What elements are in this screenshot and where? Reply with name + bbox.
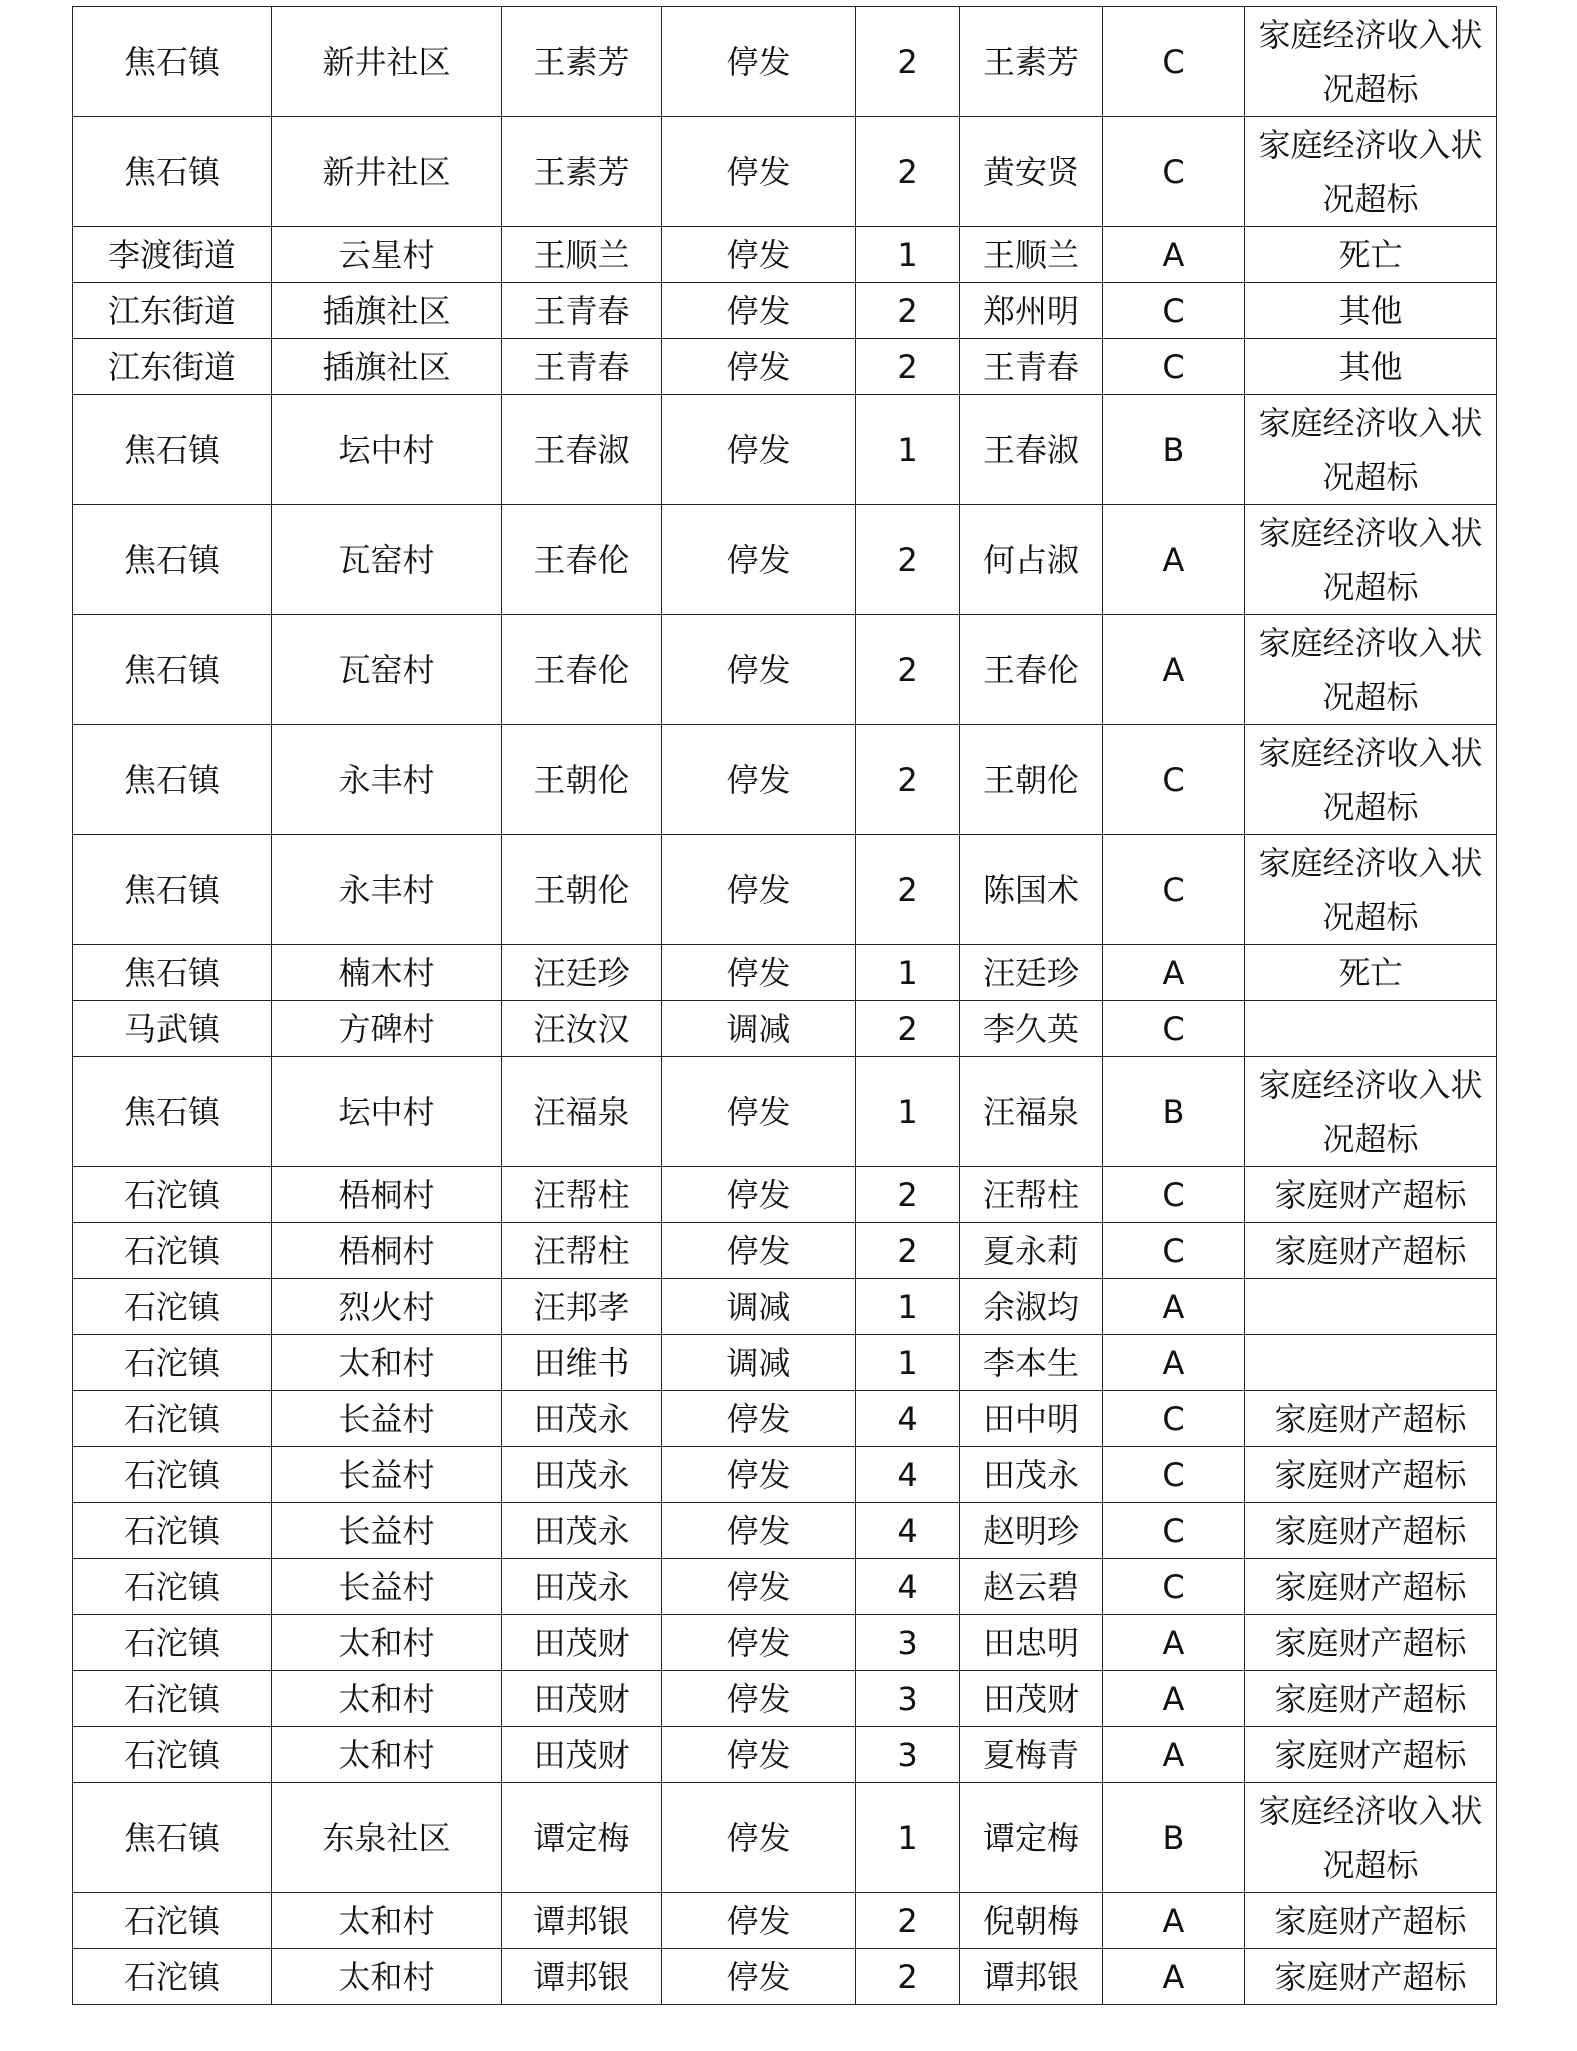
household-count-cell: 2 bbox=[856, 835, 960, 945]
table-row bbox=[73, 1893, 1497, 1949]
table-row bbox=[73, 505, 1497, 615]
action-cell: 停发 bbox=[662, 725, 856, 835]
table-row bbox=[73, 1057, 1497, 1167]
category-cell: A bbox=[1103, 1615, 1245, 1671]
member-cell: 田茂永 bbox=[960, 1447, 1103, 1503]
applicant-cell: 王朝伦 bbox=[502, 725, 662, 835]
household-count-cell: 2 bbox=[856, 1167, 960, 1223]
category-cell: A bbox=[1103, 227, 1245, 283]
category-cell: C bbox=[1103, 1503, 1245, 1559]
table-row bbox=[73, 1727, 1497, 1783]
household-count-cell: 2 bbox=[856, 339, 960, 395]
category-cell: A bbox=[1103, 1335, 1245, 1391]
applicant-cell: 田茂财 bbox=[502, 1671, 662, 1727]
member-cell: 王素芳 bbox=[960, 7, 1103, 117]
household-count-cell: 3 bbox=[856, 1727, 960, 1783]
community-cell: 长益村 bbox=[272, 1447, 502, 1503]
town-cell: 石沱镇 bbox=[73, 1615, 272, 1671]
category-cell: A bbox=[1103, 1949, 1245, 2005]
town-cell: 石沱镇 bbox=[73, 1279, 272, 1335]
action-cell: 停发 bbox=[662, 1447, 856, 1503]
action-cell: 停发 bbox=[662, 1615, 856, 1671]
member-cell: 王朝伦 bbox=[960, 725, 1103, 835]
category-cell: C bbox=[1103, 339, 1245, 395]
town-cell: 焦石镇 bbox=[73, 615, 272, 725]
household-count-cell: 2 bbox=[856, 1001, 960, 1057]
reason-cell bbox=[1245, 1335, 1497, 1391]
member-cell: 赵云碧 bbox=[960, 1559, 1103, 1615]
table-row bbox=[73, 1391, 1497, 1447]
household-count-cell: 2 bbox=[856, 117, 960, 227]
reason-cell: 家庭财产超标 bbox=[1245, 1447, 1497, 1503]
community-cell: 插旗社区 bbox=[272, 283, 502, 339]
town-cell: 石沱镇 bbox=[73, 1335, 272, 1391]
action-cell: 调减 bbox=[662, 1001, 856, 1057]
action-cell: 停发 bbox=[662, 283, 856, 339]
table-row bbox=[73, 1783, 1497, 1893]
community-cell: 瓦窑村 bbox=[272, 505, 502, 615]
action-cell: 停发 bbox=[662, 1559, 856, 1615]
applicant-cell: 田茂财 bbox=[502, 1727, 662, 1783]
category-cell: A bbox=[1103, 505, 1245, 615]
town-cell: 石沱镇 bbox=[73, 1949, 272, 2005]
reason-cell: 家庭经济收入状况超标 bbox=[1245, 835, 1497, 945]
table-row bbox=[73, 1949, 1497, 2005]
member-cell: 倪朝梅 bbox=[960, 1893, 1103, 1949]
town-cell: 焦石镇 bbox=[73, 7, 272, 117]
applicant-cell: 王顺兰 bbox=[502, 227, 662, 283]
table-row bbox=[73, 339, 1497, 395]
action-cell: 停发 bbox=[662, 835, 856, 945]
reason-cell: 家庭财产超标 bbox=[1245, 1671, 1497, 1727]
community-cell: 太和村 bbox=[272, 1727, 502, 1783]
community-cell: 梧桐村 bbox=[272, 1223, 502, 1279]
town-cell: 江东街道 bbox=[73, 339, 272, 395]
reason-cell: 死亡 bbox=[1245, 945, 1497, 1001]
table-row bbox=[73, 945, 1497, 1001]
member-cell: 王青春 bbox=[960, 339, 1103, 395]
household-count-cell: 2 bbox=[856, 725, 960, 835]
member-cell: 田忠明 bbox=[960, 1615, 1103, 1671]
town-cell: 焦石镇 bbox=[73, 505, 272, 615]
reason-cell: 家庭财产超标 bbox=[1245, 1223, 1497, 1279]
member-cell: 谭邦银 bbox=[960, 1949, 1103, 2005]
applicant-cell: 王素芳 bbox=[502, 7, 662, 117]
category-cell: A bbox=[1103, 1727, 1245, 1783]
household-count-cell: 3 bbox=[856, 1671, 960, 1727]
member-cell: 夏梅青 bbox=[960, 1727, 1103, 1783]
household-count-cell: 4 bbox=[856, 1559, 960, 1615]
applicant-cell: 王青春 bbox=[502, 283, 662, 339]
applicant-cell: 汪廷珍 bbox=[502, 945, 662, 1001]
member-cell: 余淑均 bbox=[960, 1279, 1103, 1335]
category-cell: C bbox=[1103, 7, 1245, 117]
table-row bbox=[73, 283, 1497, 339]
action-cell: 停发 bbox=[662, 1893, 856, 1949]
table-row bbox=[73, 1503, 1497, 1559]
town-cell: 石沱镇 bbox=[73, 1391, 272, 1447]
town-cell: 石沱镇 bbox=[73, 1559, 272, 1615]
member-cell: 汪帮柱 bbox=[960, 1167, 1103, 1223]
community-cell: 永丰村 bbox=[272, 725, 502, 835]
household-count-cell: 2 bbox=[856, 1949, 960, 2005]
community-cell: 梧桐村 bbox=[272, 1167, 502, 1223]
reason-cell: 家庭财产超标 bbox=[1245, 1615, 1497, 1671]
action-cell: 停发 bbox=[662, 1167, 856, 1223]
reason-cell: 家庭经济收入状况超标 bbox=[1245, 615, 1497, 725]
category-cell: A bbox=[1103, 1893, 1245, 1949]
household-count-cell: 1 bbox=[856, 945, 960, 1001]
action-cell: 停发 bbox=[662, 227, 856, 283]
action-cell: 停发 bbox=[662, 1783, 856, 1893]
applicant-cell: 谭定梅 bbox=[502, 1783, 662, 1893]
household-count-cell: 1 bbox=[856, 227, 960, 283]
category-cell: C bbox=[1103, 1223, 1245, 1279]
household-count-cell: 1 bbox=[856, 1279, 960, 1335]
action-cell: 停发 bbox=[662, 1503, 856, 1559]
community-cell: 永丰村 bbox=[272, 835, 502, 945]
community-cell: 新井社区 bbox=[272, 7, 502, 117]
member-cell: 黄安贤 bbox=[960, 117, 1103, 227]
table-row bbox=[73, 725, 1497, 835]
town-cell: 马武镇 bbox=[73, 1001, 272, 1057]
town-cell: 石沱镇 bbox=[73, 1503, 272, 1559]
applicant-cell: 田茂财 bbox=[502, 1615, 662, 1671]
applicant-cell: 谭邦银 bbox=[502, 1893, 662, 1949]
applicant-cell: 汪帮柱 bbox=[502, 1167, 662, 1223]
category-cell: C bbox=[1103, 1559, 1245, 1615]
table-body bbox=[73, 7, 1497, 2005]
member-cell: 谭定梅 bbox=[960, 1783, 1103, 1893]
reason-cell: 家庭财产超标 bbox=[1245, 1727, 1497, 1783]
community-cell: 瓦窑村 bbox=[272, 615, 502, 725]
table-row bbox=[73, 1223, 1497, 1279]
reason-cell: 家庭财产超标 bbox=[1245, 1949, 1497, 2005]
community-cell: 长益村 bbox=[272, 1391, 502, 1447]
household-count-cell: 2 bbox=[856, 283, 960, 339]
member-cell: 王春淑 bbox=[960, 395, 1103, 505]
community-cell: 太和村 bbox=[272, 1615, 502, 1671]
applicant-cell: 汪帮柱 bbox=[502, 1223, 662, 1279]
action-cell: 停发 bbox=[662, 1391, 856, 1447]
reason-cell: 其他 bbox=[1245, 339, 1497, 395]
action-cell: 停发 bbox=[662, 7, 856, 117]
town-cell: 江东街道 bbox=[73, 283, 272, 339]
action-cell: 停发 bbox=[662, 117, 856, 227]
reason-cell: 家庭财产超标 bbox=[1245, 1391, 1497, 1447]
town-cell: 石沱镇 bbox=[73, 1727, 272, 1783]
community-cell: 太和村 bbox=[272, 1949, 502, 2005]
reason-cell: 其他 bbox=[1245, 283, 1497, 339]
town-cell: 石沱镇 bbox=[73, 1167, 272, 1223]
applicant-cell: 田茂永 bbox=[502, 1503, 662, 1559]
reason-cell: 家庭经济收入状况超标 bbox=[1245, 7, 1497, 117]
category-cell: C bbox=[1103, 835, 1245, 945]
community-cell: 烈火村 bbox=[272, 1279, 502, 1335]
category-cell: C bbox=[1103, 283, 1245, 339]
applicant-cell: 王青春 bbox=[502, 339, 662, 395]
category-cell: B bbox=[1103, 1783, 1245, 1893]
household-count-cell: 1 bbox=[856, 1783, 960, 1893]
category-cell: A bbox=[1103, 615, 1245, 725]
reason-cell: 家庭经济收入状况超标 bbox=[1245, 1783, 1497, 1893]
table-row bbox=[73, 1335, 1497, 1391]
table-row bbox=[73, 615, 1497, 725]
household-count-cell: 2 bbox=[856, 505, 960, 615]
table-row bbox=[73, 117, 1497, 227]
category-cell: C bbox=[1103, 1001, 1245, 1057]
action-cell: 停发 bbox=[662, 1671, 856, 1727]
table-row bbox=[73, 395, 1497, 505]
household-count-cell: 2 bbox=[856, 1223, 960, 1279]
table-row bbox=[73, 1167, 1497, 1223]
member-cell: 何占淑 bbox=[960, 505, 1103, 615]
community-cell: 太和村 bbox=[272, 1335, 502, 1391]
applicant-cell: 汪福泉 bbox=[502, 1057, 662, 1167]
table-row bbox=[73, 1279, 1497, 1335]
member-cell: 田茂财 bbox=[960, 1671, 1103, 1727]
category-cell: C bbox=[1103, 1167, 1245, 1223]
applicant-cell: 谭邦银 bbox=[502, 1949, 662, 2005]
reason-cell: 家庭财产超标 bbox=[1245, 1167, 1497, 1223]
town-cell: 李渡街道 bbox=[73, 227, 272, 283]
action-cell: 停发 bbox=[662, 1057, 856, 1167]
table-row bbox=[73, 1615, 1497, 1671]
community-cell: 长益村 bbox=[272, 1503, 502, 1559]
town-cell: 焦石镇 bbox=[73, 1057, 272, 1167]
applicant-cell: 田茂永 bbox=[502, 1559, 662, 1615]
applicant-cell: 田维书 bbox=[502, 1335, 662, 1391]
reason-cell: 家庭经济收入状况超标 bbox=[1245, 1057, 1497, 1167]
category-cell: A bbox=[1103, 1671, 1245, 1727]
applicant-cell: 汪汝汉 bbox=[502, 1001, 662, 1057]
table-row bbox=[73, 1671, 1497, 1727]
action-cell: 停发 bbox=[662, 505, 856, 615]
member-cell: 陈国术 bbox=[960, 835, 1103, 945]
reason-cell: 家庭经济收入状况超标 bbox=[1245, 725, 1497, 835]
reason-cell: 家庭财产超标 bbox=[1245, 1559, 1497, 1615]
community-cell: 长益村 bbox=[272, 1559, 502, 1615]
action-cell: 停发 bbox=[662, 945, 856, 1001]
community-cell: 太和村 bbox=[272, 1893, 502, 1949]
action-cell: 调减 bbox=[662, 1279, 856, 1335]
applicant-cell: 王春淑 bbox=[502, 395, 662, 505]
community-cell: 坛中村 bbox=[272, 1057, 502, 1167]
member-cell: 汪福泉 bbox=[960, 1057, 1103, 1167]
category-cell: C bbox=[1103, 117, 1245, 227]
community-cell: 东泉社区 bbox=[272, 1783, 502, 1893]
applicant-cell: 田茂永 bbox=[502, 1447, 662, 1503]
reason-cell: 家庭经济收入状况超标 bbox=[1245, 395, 1497, 505]
community-cell: 云星村 bbox=[272, 227, 502, 283]
town-cell: 石沱镇 bbox=[73, 1223, 272, 1279]
category-cell: C bbox=[1103, 725, 1245, 835]
action-cell: 调减 bbox=[662, 1335, 856, 1391]
town-cell: 石沱镇 bbox=[73, 1893, 272, 1949]
community-cell: 太和村 bbox=[272, 1671, 502, 1727]
town-cell: 焦石镇 bbox=[73, 117, 272, 227]
applicant-cell: 王素芳 bbox=[502, 117, 662, 227]
member-cell: 王春伦 bbox=[960, 615, 1103, 725]
town-cell: 焦石镇 bbox=[73, 1783, 272, 1893]
applicant-cell: 田茂永 bbox=[502, 1391, 662, 1447]
household-count-cell: 1 bbox=[856, 1335, 960, 1391]
reason-cell: 家庭经济收入状况超标 bbox=[1245, 505, 1497, 615]
town-cell: 焦石镇 bbox=[73, 725, 272, 835]
town-cell: 焦石镇 bbox=[73, 835, 272, 945]
town-cell: 焦石镇 bbox=[73, 395, 272, 505]
community-cell: 坛中村 bbox=[272, 395, 502, 505]
community-cell: 新井社区 bbox=[272, 117, 502, 227]
category-cell: C bbox=[1103, 1447, 1245, 1503]
household-count-cell: 4 bbox=[856, 1391, 960, 1447]
action-cell: 停发 bbox=[662, 1223, 856, 1279]
applicant-cell: 王朝伦 bbox=[502, 835, 662, 945]
household-count-cell: 4 bbox=[856, 1503, 960, 1559]
category-cell: B bbox=[1103, 395, 1245, 505]
member-cell: 田中明 bbox=[960, 1391, 1103, 1447]
action-cell: 停发 bbox=[662, 1949, 856, 2005]
household-count-cell: 1 bbox=[856, 1057, 960, 1167]
community-cell: 楠木村 bbox=[272, 945, 502, 1001]
town-cell: 焦石镇 bbox=[73, 945, 272, 1001]
household-count-cell: 1 bbox=[856, 395, 960, 505]
town-cell: 石沱镇 bbox=[73, 1447, 272, 1503]
category-cell: A bbox=[1103, 945, 1245, 1001]
action-cell: 停发 bbox=[662, 615, 856, 725]
member-cell: 李本生 bbox=[960, 1335, 1103, 1391]
household-count-cell: 2 bbox=[856, 615, 960, 725]
reason-cell: 家庭财产超标 bbox=[1245, 1503, 1497, 1559]
action-cell: 停发 bbox=[662, 395, 856, 505]
table-row bbox=[73, 1447, 1497, 1503]
household-count-cell: 2 bbox=[856, 1893, 960, 1949]
table-row bbox=[73, 7, 1497, 117]
member-cell: 汪廷珍 bbox=[960, 945, 1103, 1001]
community-cell: 方碑村 bbox=[272, 1001, 502, 1057]
table-row bbox=[73, 227, 1497, 283]
reason-cell: 死亡 bbox=[1245, 227, 1497, 283]
reason-cell: 家庭财产超标 bbox=[1245, 1893, 1497, 1949]
member-cell: 李久英 bbox=[960, 1001, 1103, 1057]
household-count-cell: 4 bbox=[856, 1447, 960, 1503]
applicant-cell: 汪邦孝 bbox=[502, 1279, 662, 1335]
applicant-cell: 王春伦 bbox=[502, 615, 662, 725]
action-cell: 停发 bbox=[662, 1727, 856, 1783]
assistance-record-table bbox=[72, 6, 1497, 2005]
category-cell: B bbox=[1103, 1057, 1245, 1167]
category-cell: A bbox=[1103, 1279, 1245, 1335]
household-count-cell: 3 bbox=[856, 1615, 960, 1671]
community-cell: 插旗社区 bbox=[272, 339, 502, 395]
category-cell: C bbox=[1103, 1391, 1245, 1447]
reason-cell bbox=[1245, 1001, 1497, 1057]
reason-cell bbox=[1245, 1279, 1497, 1335]
member-cell: 赵明珍 bbox=[960, 1503, 1103, 1559]
table-row bbox=[73, 1559, 1497, 1615]
reason-cell: 家庭经济收入状况超标 bbox=[1245, 117, 1497, 227]
member-cell: 王顺兰 bbox=[960, 227, 1103, 283]
action-cell: 停发 bbox=[662, 339, 856, 395]
applicant-cell: 王春伦 bbox=[502, 505, 662, 615]
household-count-cell: 2 bbox=[856, 7, 960, 117]
table-row bbox=[73, 1001, 1497, 1057]
member-cell: 郑州明 bbox=[960, 283, 1103, 339]
member-cell: 夏永莉 bbox=[960, 1223, 1103, 1279]
table-row bbox=[73, 835, 1497, 945]
town-cell: 石沱镇 bbox=[73, 1671, 272, 1727]
